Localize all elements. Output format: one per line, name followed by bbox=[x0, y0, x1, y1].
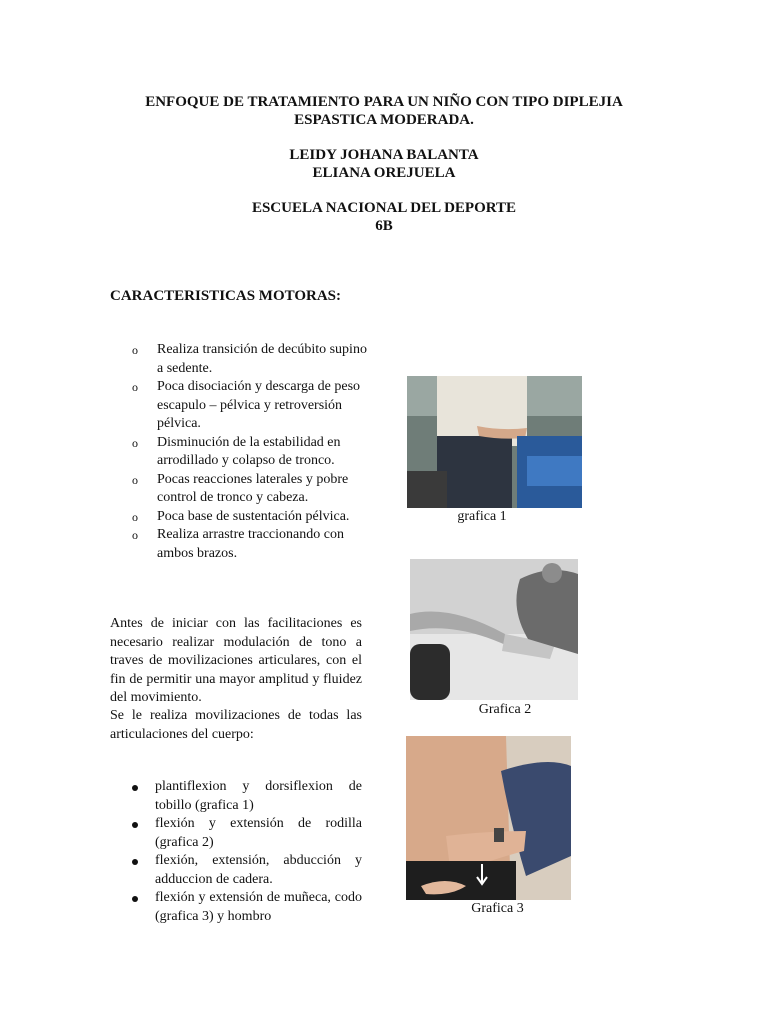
institution bbox=[0, 199, 768, 235]
figure-2-photo bbox=[410, 559, 578, 700]
list-item: flexión y extensión de rodilla (grafica 2) bbox=[132, 815, 362, 852]
list-item: plantiflexion y dorsiflexion de tobillo (grafica 1) bbox=[132, 778, 362, 815]
circle-bullet-icon: o bbox=[132, 380, 138, 394]
wrist-mobilization-image bbox=[406, 736, 571, 900]
title-line-1: ENFOQUE DE TRATAMIENTO PARA UN NIÑO CON TIPO DIPLEJIA bbox=[145, 94, 623, 110]
intro-paragraph: Antes de iniciar con las facilitaciones es necesario realizar modulación de tono a traves de movilizaciones articulares, con el fin de permitir una mayor amplitud y fluidez del movimiento. bbox=[110, 616, 362, 705]
movements-list bbox=[132, 778, 362, 926]
circle-bullet-icon: o bbox=[132, 509, 138, 524]
figure-3-caption: Grafica 3 bbox=[471, 901, 524, 916]
bullet-dot-icon bbox=[132, 785, 138, 791]
school-name: ESCUELA NACIONAL DEL DEPORTE bbox=[251, 200, 517, 216]
circle-bullet-icon: o bbox=[132, 472, 138, 487]
mobilization-paragraph: Se le realiza movilizaciones de todas las articulaciones del cuerpo: bbox=[110, 708, 362, 742]
authors bbox=[0, 146, 768, 182]
list-item: o Poca disociación y descarga de peso escapulo – pélvica y retroversión pélvica. bbox=[132, 379, 361, 431]
list-item: o Realiza arrastre traccionando con ambos brazos. bbox=[132, 527, 344, 561]
circle-bullet-icon: o bbox=[132, 343, 138, 357]
figure-1-caption: grafica 1 bbox=[457, 509, 507, 524]
title-line-2: ESPASTICA MODERADA. bbox=[294, 112, 474, 128]
circle-bullet-icon: o bbox=[132, 528, 138, 542]
list-item: flexión, extensión, abducción y adduccion de cadera. bbox=[132, 852, 362, 889]
characteristics-list bbox=[132, 341, 372, 563]
author-1: LEIDY JOHANA BALANTA bbox=[289, 147, 479, 163]
document-title bbox=[0, 93, 768, 129]
author-2: ELIANA OREJUELA bbox=[312, 165, 456, 181]
list-item: flexión y extensión de muñeca, codo (grafica 3) y hombro bbox=[132, 889, 362, 926]
figure-2-caption: Grafica 2 bbox=[478, 702, 532, 717]
bullet-dot-icon bbox=[132, 859, 138, 865]
figure-3-photo bbox=[406, 736, 571, 900]
section-title: CARACTERISTICAS MOTORAS: bbox=[110, 288, 342, 304]
knee-mobilization-image bbox=[410, 559, 578, 700]
list-item: o Poca base de sustentación pélvica. bbox=[132, 508, 372, 527]
bullet-dot-icon bbox=[132, 896, 138, 902]
ankle-mobilization-image bbox=[407, 376, 582, 508]
bullet-dot-icon bbox=[132, 822, 138, 828]
circle-bullet-icon: o bbox=[132, 435, 138, 450]
group-name: 6B bbox=[375, 218, 393, 234]
figure-1-photo bbox=[407, 376, 582, 508]
list-item: o Pocas reacciones laterales y pobre control de tronco y cabeza. bbox=[132, 471, 349, 505]
list-item: o Realiza transición de decúbito supino a sedente. bbox=[132, 342, 367, 376]
list-item: o Disminución de la estabilidad en arrodillado y colapso de tronco. bbox=[132, 434, 341, 468]
